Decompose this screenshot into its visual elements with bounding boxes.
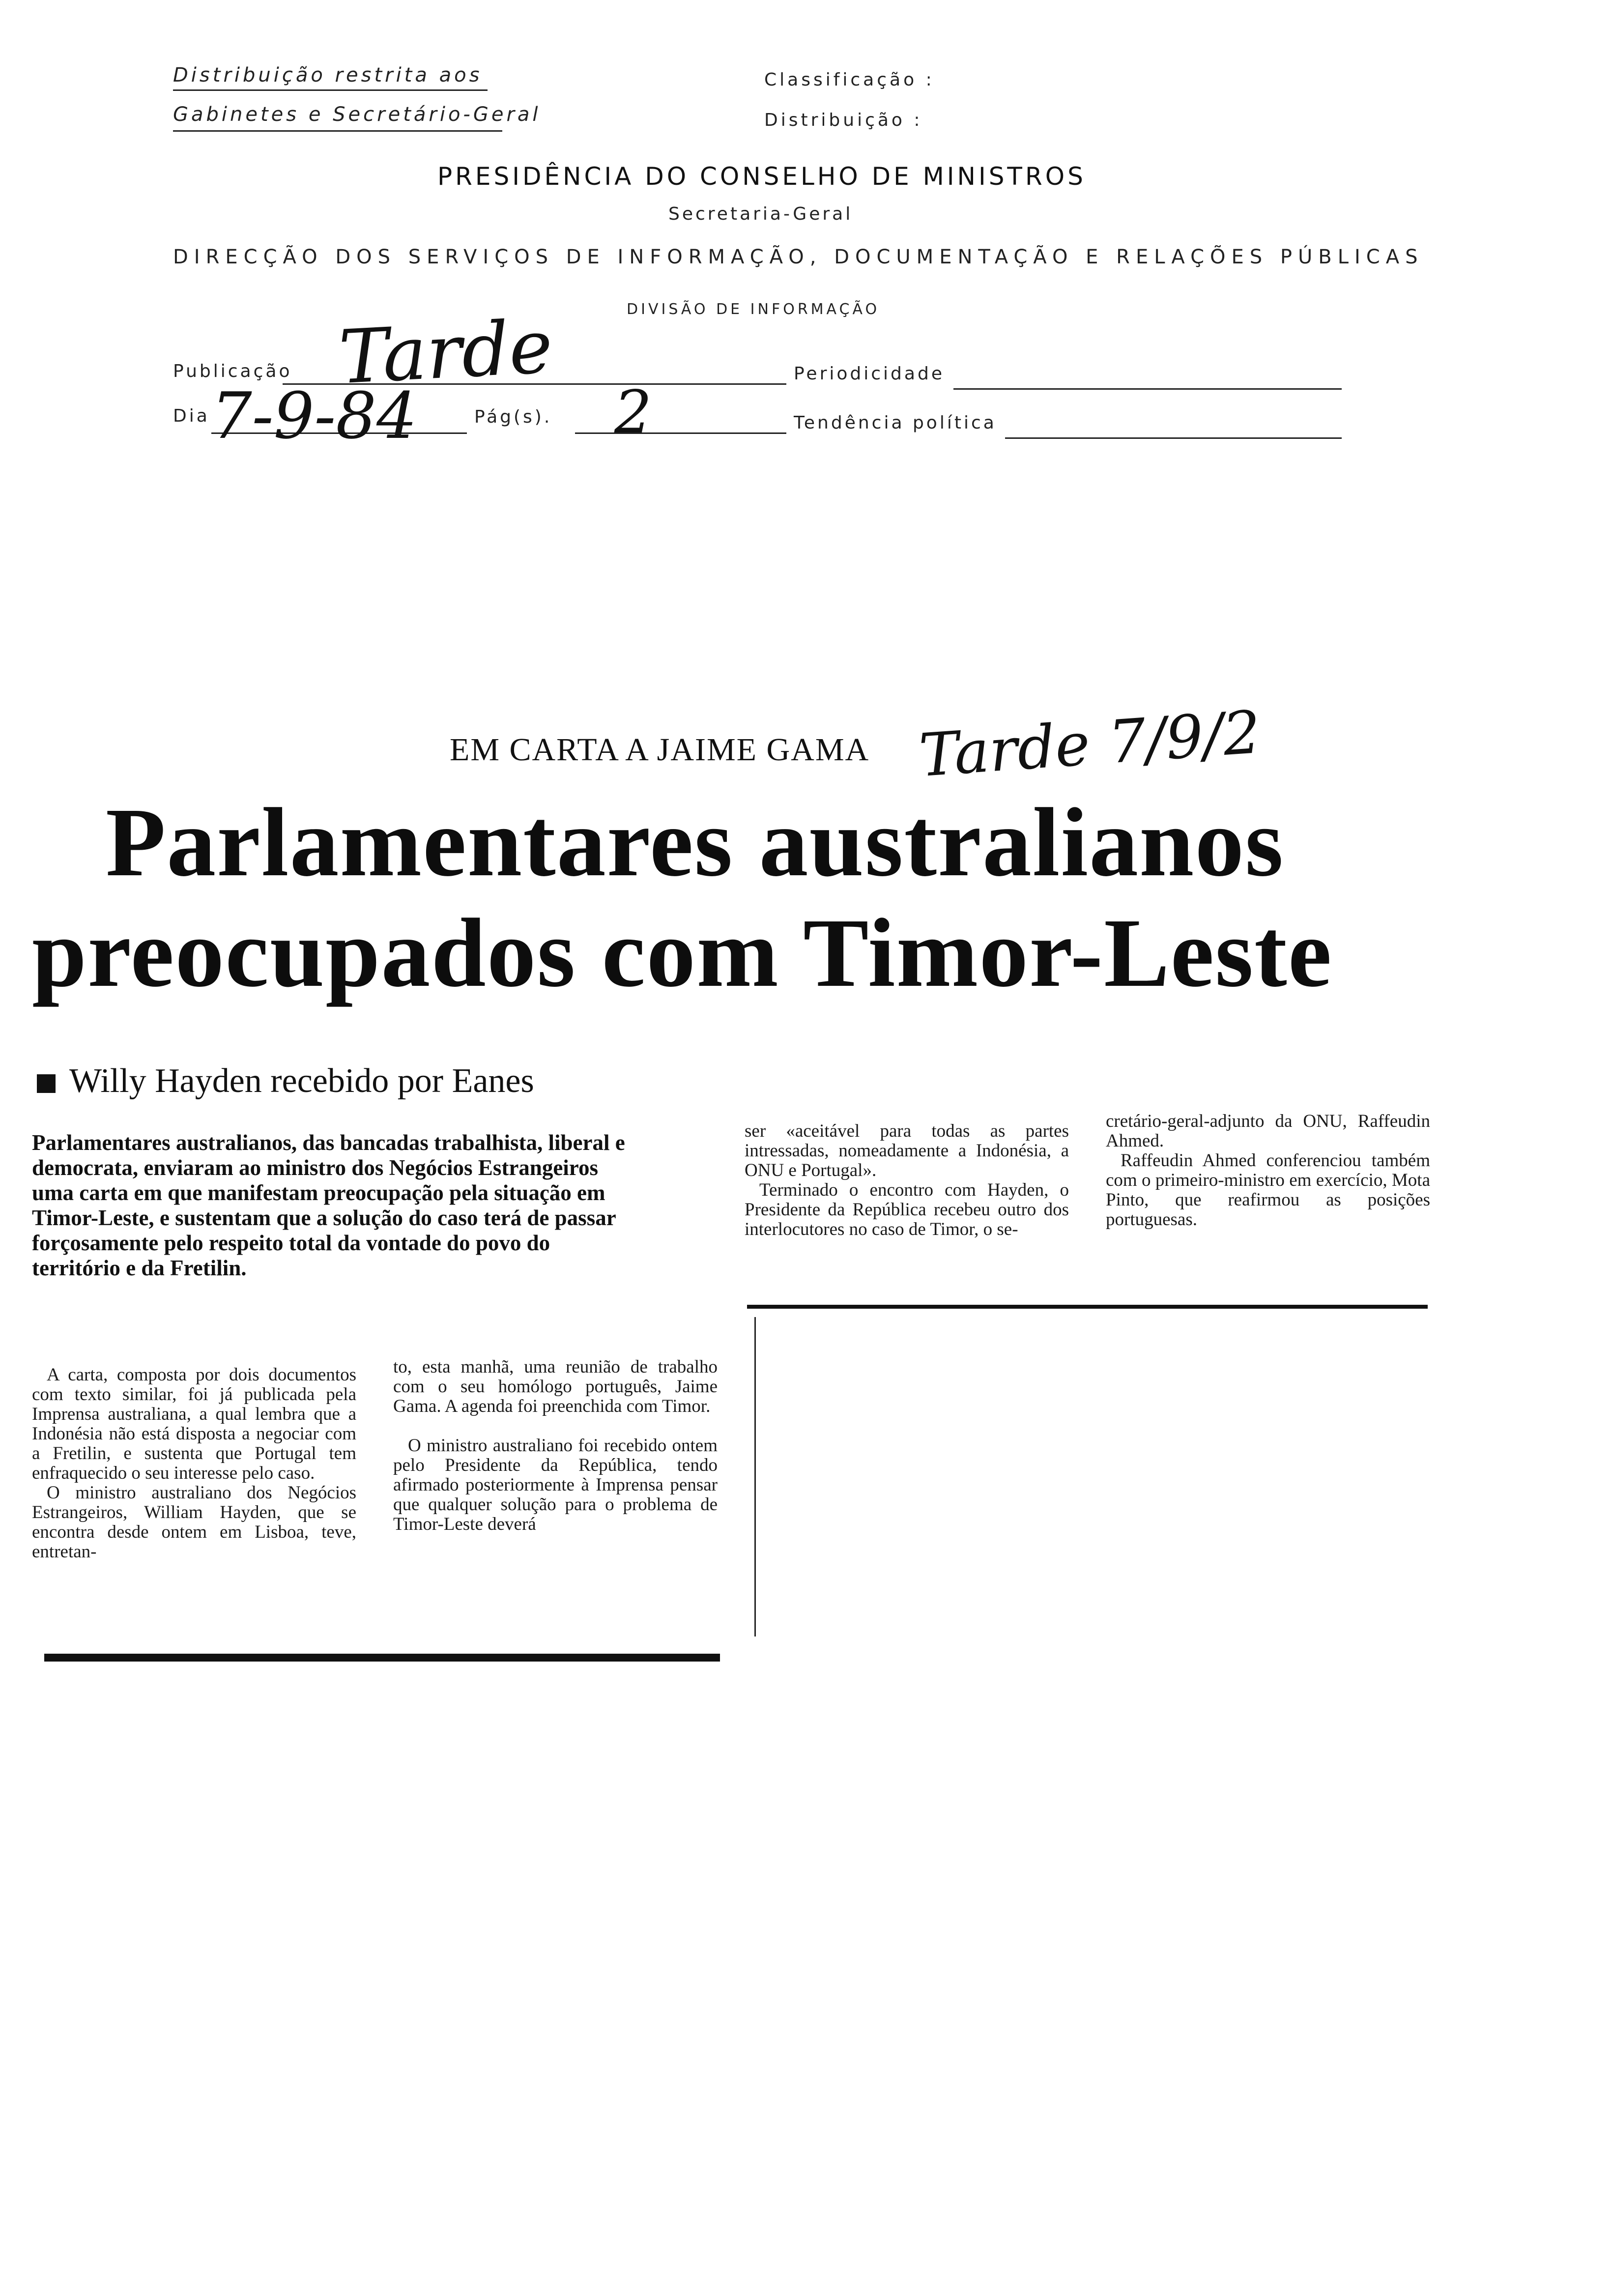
pages-handwritten: 2	[614, 378, 652, 447]
handwritten-reference: Tarde 7/9/2	[917, 698, 1263, 791]
column-2	[393, 1357, 718, 1534]
headline-line-1: Parlamentares australianos	[106, 788, 1285, 897]
column-1-paragraph-2: O ministro australiano dos Negócios Estrangeiros, William Hayden, que se encontra desde ontem em Lisboa, teve, entretan-	[32, 1483, 356, 1562]
distribution-underline-2	[173, 130, 502, 132]
division-line: DIVISÃO DE INFORMAÇÃO	[627, 301, 880, 318]
day-handwritten: 7-9-84	[211, 378, 417, 453]
document-title: PRESIDÊNCIA DO CONSELHO DE MINISTROS	[437, 162, 1086, 191]
pages-underline	[575, 432, 786, 434]
direction-line: DIRECÇÃO DOS SERVIÇOS DE INFORMAÇÃO, DOCUMENTAÇÃO E RELAÇÕES PÚBLICAS	[173, 246, 1424, 268]
subhead-text: Willy Hayden recebido por Eanes	[69, 1062, 534, 1100]
distribution-label: Distribuição :	[764, 110, 923, 130]
headline-line-2: preocupados com Timor-Leste	[32, 899, 1333, 1007]
distribution-line-1: Distribuição restrita aos	[173, 64, 483, 86]
column-2-paragraph-1: to, esta manhã, uma reunião de trabalho com o seu homólogo português, Jaime Gama. A agenda foi preenchida com Timor.	[393, 1357, 718, 1416]
column-4-paragraph-2: Raffeudin Ahmed conferenciou também com o primeiro-ministro em exercício, Mota Pinto, que reafirmou as posições portuguesas.	[1106, 1150, 1430, 1230]
upper-right-rule	[747, 1305, 1428, 1309]
periodicity-label: Periodicidade	[794, 364, 945, 384]
periodicity-underline	[953, 388, 1342, 390]
day-label: Dia	[173, 406, 210, 426]
political-underline	[1005, 437, 1342, 439]
column-1-paragraph-1: A carta, composta por dois documentos com texto similar, foi já publicada pela Imprensa australiana, a qual lembra que a Indonésia não está disposta a negociar com a Fretilin, e sustenta que Portugal tem enfraquecido o seu interesse pelo caso.	[32, 1365, 356, 1483]
column-4	[1106, 1112, 1430, 1230]
column-3-paragraph-2: Terminado o encontro com Hayden, o Presidente da República recebeu outro dos interlocutores no caso de Timor, o se-	[745, 1180, 1069, 1239]
publication-label: Publicação	[173, 361, 292, 381]
bullet-square-icon	[37, 1074, 56, 1093]
column-4-paragraph-1: cretário-geral-adjunto da ONU, Raffeudin Ahmed.	[1106, 1111, 1430, 1151]
column-3-paragraph-1: ser «aceitável para todas as partes intressadas, nomeadamente a Indonésia, a ONU e Portugal».	[745, 1121, 1069, 1180]
column-3	[745, 1121, 1069, 1239]
classification-label: Classificação :	[764, 70, 935, 90]
publication-handwritten: Tarde	[337, 304, 555, 401]
column-2-paragraph-2: O ministro australiano foi recebido ontem pelo Presidente da República, tendo afirmado posteriormente à Imprensa pensar que qualquer solução para o problema de Timor-Leste deverá	[393, 1435, 718, 1534]
distribution-underline-1	[173, 89, 488, 91]
article-kicker: EM CARTA A JAIME GAMA	[450, 732, 870, 768]
distribution-line-2: Gabinetes e Secretário-Geral	[173, 103, 541, 126]
article-subhead	[37, 1062, 534, 1101]
column-2-right-rule	[754, 1317, 756, 1636]
article-lead: Parlamentares australianos, das bancadas trabalhista, liberal e democrata, enviaram ao ministro dos Negócios Estrangeiros uma carta em que manifestam preocupação pela situação em Timor-Leste, e sustentam que a solução do caso terá de passar forçosamente pelo respeito total da vontade do povo do território e da Fretilin.	[32, 1130, 625, 1280]
column-1	[32, 1365, 356, 1562]
political-label: Tendência política	[794, 413, 997, 433]
pages-label: Pág(s).	[474, 407, 552, 427]
document-subtitle: Secretaria-Geral	[668, 204, 853, 224]
bottom-thick-rule	[44, 1654, 720, 1662]
